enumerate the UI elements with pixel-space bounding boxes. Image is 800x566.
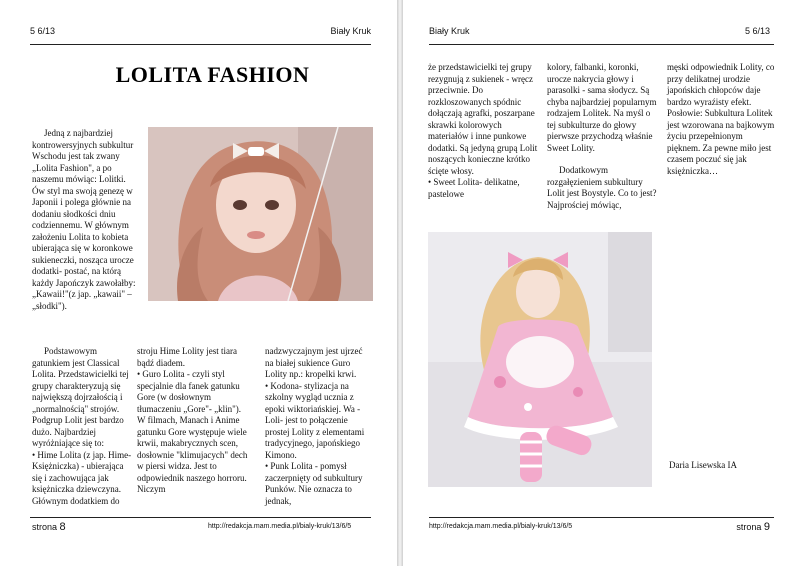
- page-label-text: strona: [736, 522, 762, 532]
- paragraph: • Punk Lolita - pomysł zaczerpnięty od subkultury Punków. Nie oznacza to jednak,: [265, 461, 363, 506]
- header-rule: [30, 44, 371, 45]
- page-label: [736, 521, 770, 533]
- left-page: [0, 0, 397, 566]
- left-column-3: [265, 346, 370, 507]
- paragraph: • Guro Lolita - czyli styl specjalnie dla fanek gatunku Gore (w dosłownym tłumaczeniu „Gore"- „klin"). W filmach, Manach i Anime gatunku Gore występuje wiele krwii, makabrycznych scen, dosłownie "klimujacych" dech w piersi widza. Jest to odpowiednik naszego horroru. Niczym: [137, 369, 248, 494]
- page-label-text: strona: [32, 522, 58, 532]
- paragraph: Dodatkowym rozgałęzieniem subkultury Lolit jest Boystyle. Co to jest? Najprościej mówiąc,: [547, 165, 657, 210]
- footer-url[interactable]: http://redakcja.mam.media.pl/bialy-kruk/13/6/5: [208, 523, 352, 530]
- magazine-name: Biały Kruk: [429, 26, 470, 36]
- footer-rule: [30, 517, 371, 518]
- right-page: [403, 0, 800, 566]
- page-number: 8: [59, 521, 66, 533]
- intro-paragraph: Jedną z najbardziej kontrowersyjnych subkultur Wschodu jest tak zwany „Lolita Fashion", a po naszemu mówiąc: Lolitki. Ów styl ma swoją genezę w Japonii i polega głównie na dodaniu słodkości dniu codziennemu. W głównym założeniu Lolita to kobieta ubierająca się w koronkowe sukieneczki, nosząca urocze dodatki- postać, na którą każdy Japończyk zawołałby: „Kawaii!"(z jap. „kawaii" – „słodki").: [32, 128, 136, 311]
- paragraph: • Kodona- stylizacja na szkolny wygląd ucznia z epoki wiktoriańskiej. Wa -Loli- jest to połączenie prostej Lolity z elementami tradycyjnego, japońskiego Kimono.: [265, 380, 365, 460]
- footer-url[interactable]: http://redakcja.mam.media.pl/bialy-kruk/13/6/5: [429, 523, 573, 530]
- author-byline: Daria Lisewska IA: [669, 460, 737, 470]
- paragraph: że przedstawicielki tej grupy rezygnują z sukienek - wręcz przeciwnie. Do rozkloszowanych spódnic dołączają agrafki, poszarpane skrawki kolorowych materiałów i inne punkowe dodatki. Są jedyną grupą Lolit noszących konieczne krótko ścięte włosy.: [428, 62, 538, 176]
- left-column-2: [137, 346, 248, 496]
- paragraph: • Hime Lolita (z jap. Hime- Księżniczka) - ubierająca się i zachowująca jak księżniczka dziewczyna. Głównym dodatkiem do: [32, 449, 132, 506]
- right-column-3: [667, 62, 777, 177]
- portrait-illustration: [148, 127, 373, 301]
- paragraph: Podstawowym gatunkiem jest Classical Lolita. Przedstawicielki tej grupy charakteryzują się największą dojrzałością i „normalnością" strojów. Podgrup Lolit jest bardzo dużo. Najbardziej wyróżniające się to:: [32, 346, 129, 448]
- article-title: LOLITA FASHION: [115, 62, 310, 87]
- issue-number: 5 6/13: [744, 26, 770, 36]
- paragraph: kolory, falbanki, koronki, urocze nakrycia głowy i parasolki - sama słodycz. Są chyba najbardziej popularnym rodzajem Lolitek. Na myśl o tej subkulturze do głowy pierwsze przychodzą właśnie Sweet Lolity.: [547, 62, 657, 153]
- right-column-2: [547, 62, 657, 211]
- full-figure-illustration: [428, 232, 652, 487]
- paragraph: • Sweet Lolita- delikatne, pastelowe: [428, 177, 520, 199]
- lolita-portrait-photo: [148, 127, 373, 301]
- page-label: [32, 521, 66, 533]
- paragraph: męski odpowiednik Lolity, co przy delikatnej urodzie japońskich chłopców daje bardzo wyraźisty efekt. Posłowie: Subkultura Lolitek jest wzorowana na bajkowym życiu przepełnionym pięknem. Za pewne miło jest czasem poczuć się jak księżniczka…: [667, 62, 775, 176]
- paragraph: nadzwyczajnym jest ujrzeć na białej sukience Guro Lolity np.: kropelki krwi.: [265, 346, 363, 379]
- issue-number: 5 6/13: [30, 26, 56, 36]
- right-column-1: [428, 62, 538, 200]
- footer-rule: [429, 517, 774, 518]
- lolita-full-photo: [428, 232, 652, 487]
- left-column-1: [32, 346, 132, 507]
- header-rule: [429, 44, 774, 45]
- page-number: 9: [763, 521, 770, 533]
- paragraph: stroju Hime Lolity jest tiara bądź diadem.: [137, 346, 237, 368]
- magazine-name: Biały Kruk: [330, 26, 371, 36]
